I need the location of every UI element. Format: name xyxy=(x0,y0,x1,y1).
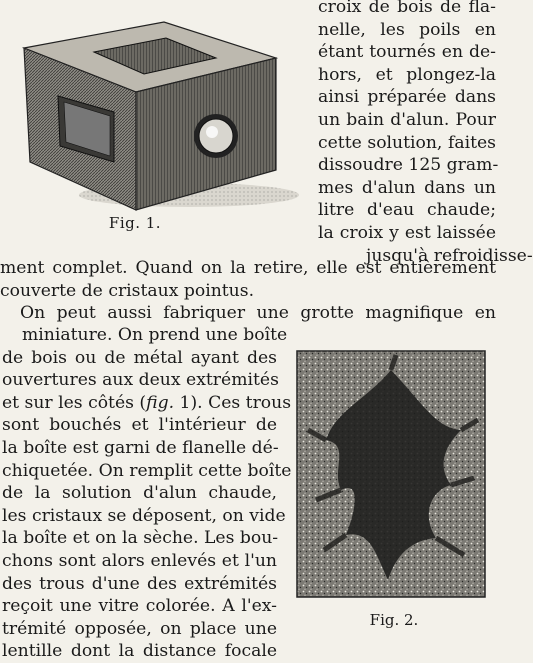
text-line: chiquetée. On remplit cette boîte xyxy=(2,460,292,481)
text-line: jusqu'à refroidisse- xyxy=(366,245,533,266)
box-illustration xyxy=(14,10,296,210)
text-line: nelle, les poils en xyxy=(318,19,496,40)
text-line: un bain d'alun. Pour xyxy=(318,109,496,130)
crystal-grotto-illustration xyxy=(296,350,486,598)
right-text-column xyxy=(318,0,533,267)
full-width-text xyxy=(0,257,500,325)
text-line: trémité opposée, on place une xyxy=(2,618,277,639)
text-line: les cristaux se déposent, on vide xyxy=(2,505,286,526)
text-line: des trous d'une des extrémités xyxy=(2,573,277,594)
text-line: dissoudre 125 gram- xyxy=(318,155,499,176)
text-line: reçoit une vitre colorée. A l'ex- xyxy=(2,596,277,617)
text-line xyxy=(2,392,292,415)
left-text-column xyxy=(2,324,292,663)
text-line: la boîte est garni de flanelle dé- xyxy=(2,437,279,458)
paragraph-start-line: On peut aussi fabriquer une grotte magnifique en xyxy=(20,303,496,324)
text-line: ment complet. Quand on la retire, elle est entièrement xyxy=(0,258,496,278)
text-line: miniature. On prend une boîte xyxy=(22,325,288,345)
text-segment: et sur les côtés ( xyxy=(2,392,147,413)
text-line: litre d'eau chaude; xyxy=(318,200,496,221)
text-segment: 1). Ces trous xyxy=(174,392,292,413)
text-line: la boîte et on la sèche. Les bou- xyxy=(2,528,279,549)
text-line: étant tournés en de- xyxy=(318,42,496,63)
figure-1-caption: Fig. 1. xyxy=(108,214,162,232)
text-line: chons sont alors enlevés et l'un xyxy=(2,550,277,571)
text-line: sont bouchés et l'intérieur de xyxy=(2,415,277,436)
text-line: couverte de cristaux pointus. xyxy=(0,280,255,301)
figure-2-caption: Fig. 2. xyxy=(369,611,419,629)
text-line: ouvertures aux deux extrémités xyxy=(2,370,279,391)
text-line: cette solution, faites xyxy=(318,132,496,153)
text-line: de bois ou de métal ayant des xyxy=(2,347,277,368)
figure-reference: fig. xyxy=(146,392,175,413)
text-line: de la solution d'alun chaude, xyxy=(2,483,277,504)
text-line: lentille dont la distance focale xyxy=(2,641,277,662)
text-line: mes d'alun dans un xyxy=(318,177,496,198)
text-line: la croix y est laissée xyxy=(318,222,496,243)
text-line: croix de bois de fla- xyxy=(318,0,496,17)
text-line: hors, et plongez-la xyxy=(318,64,496,85)
text-line: ainsi préparée dans xyxy=(318,87,496,108)
